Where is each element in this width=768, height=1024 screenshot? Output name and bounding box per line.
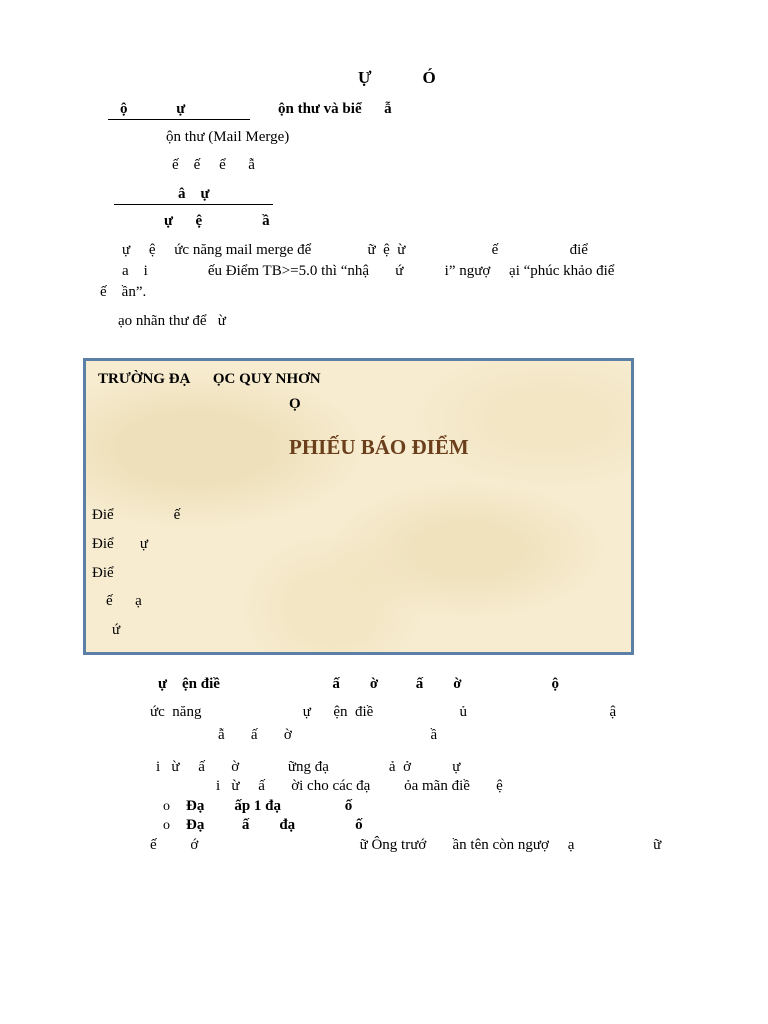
card-row: Điể [92, 565, 114, 581]
bullet-item: Đạ ấ đạ ố [186, 817, 363, 833]
card-title: PHIẾU BÁO ĐIỂM [289, 435, 469, 459]
p1-line2: a i ếu Điểm TB>=5.0 thì “nhậ ứ i” ngượ ại “phúc khảo điể [122, 263, 615, 279]
lower-heading: ự ện điề ấ ờ ấ ờ ộ [158, 676, 560, 692]
card-subheading: Ọ [289, 396, 301, 412]
p1-line1: ự ệ ức năng mail merge để ữ ệ ừ ế điể [122, 242, 588, 258]
card-row: Điể ự [92, 536, 149, 552]
section3-title: ự ệ ầ [164, 213, 270, 229]
section1-underline [108, 119, 250, 120]
section2-underline [114, 204, 273, 205]
section1-right-label: ộn thư và biể ẫ [278, 101, 392, 117]
p2-line: ạo nhãn thư để ừ [118, 313, 226, 329]
section1-left-label: ộ ự [120, 101, 186, 117]
card-row: ứ [112, 622, 121, 638]
fragment-line: ế ế ể ẫ [172, 157, 255, 173]
p1-line3: ế ần”. [100, 284, 147, 300]
card-row: ế ạ [106, 593, 142, 609]
card-school-name: TRƯỜNG ĐẠ ỌC QUY NHƠN [98, 371, 321, 387]
lower-p2-line2: i ừ ấ ời cho các đạ ỏa mãn điề ệ [216, 778, 503, 794]
lower-p1-line1: ức năng ự ện điề ủ ậ [150, 704, 617, 720]
card-row: Điể ế [92, 507, 181, 523]
last-line: ế ớ ữ Ông trướ ần tên còn ngượ ạ ữ [150, 837, 662, 853]
lower-p2-line1: i ừ ấ ờ ững đạ ả ở ự [156, 759, 461, 775]
section2-title: â ự [178, 186, 210, 202]
doc-heading: Ự Ó [358, 68, 436, 87]
bullet-marker: o [163, 799, 170, 814]
lower-p1-line2: ẫ ấ ờ ầ [218, 727, 438, 743]
bullet-item: Đạ ấp 1 đạ ố [186, 798, 353, 814]
bullet-marker: o [163, 818, 170, 833]
mailmerge-line: ộn thư (Mail Merge) [166, 129, 290, 145]
score-report-card [83, 358, 634, 655]
